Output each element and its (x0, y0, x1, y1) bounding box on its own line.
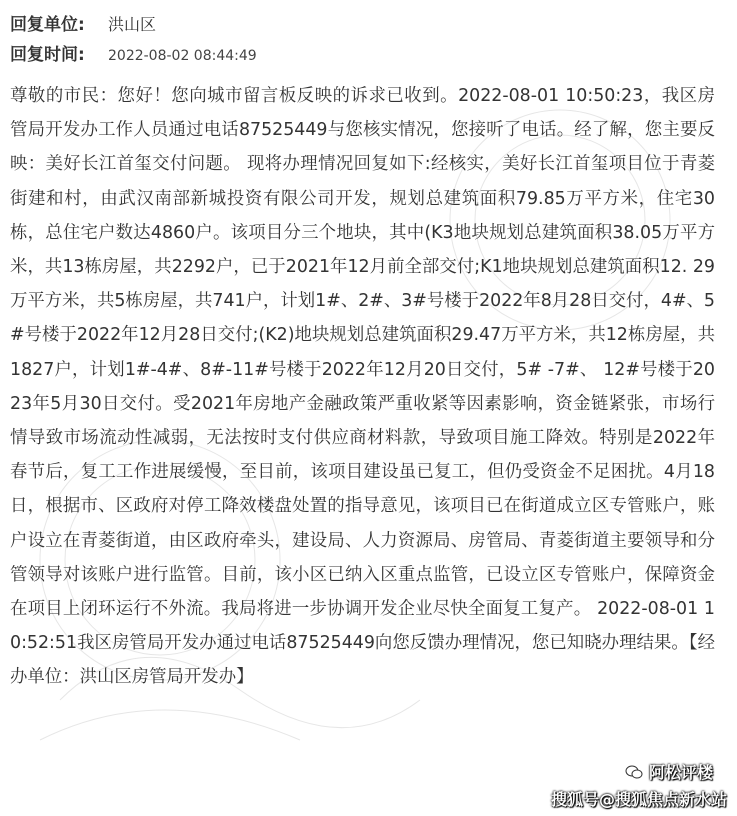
reply-time-label: 回复时间: (10, 45, 85, 65)
brand-name: 阿松评楼 (648, 763, 713, 782)
reply-content: 尊敬的市民：您好！您向城市留言板反映的诉求已收到。2022-08-01 10:50:23，我区房管局开发办工作人员通过电话87525449与您核实情况，您接听了电话。经了解，您主要反映：美好长江首玺交付问题。 现将办理情况回复如下:经核实，美好长江首玺项目位于青菱街建和村，由武汉南部新城投资有限公司开发，规划总建筑面积79.85万平方米，住宅30栋，总住宅户数达4860户。该项目分三个地块，其中(K3地块规划总建筑面积38.05万平方米，共13栋房屋，共2292户，已于2021年12月前全部交付;K1地块规划总建筑面积12. 29万平方米，共5栋房屋，共741户，计划1#、2#、3#号楼于2022年8月28日交付，4#、5#号楼于2022年12月28日交付;(K2)地块规划总建筑面积29.47万平方米，共12栋房屋，共1827户，计划1#-4#、8#-11#号楼于2022年12月20日交付，5# -7#、 12#号楼于2023年5月30日交付。受2021年房地产金融政策严重收紧等因素影响，资金链紧张，市场行情导致市场流动性减弱，无法按时支付供应商材料款，导致项目施工降效。特别是2022年春节后，复工工作进展缓慢，至目前，该项目建设虽已复工，但仍受资金不足困扰。4月18日，根据市、区政府对停工降效楼盘处置的指导意见，该项目已在街道成立区专管账户，账户设立在青菱街道，由区政府牵头，建设局、人力资源局、房管局、青菱街道主要领导和分管领导对该账户进行监管。目前，该小区已纳入区重点监管，已设立区专管账户，保障资金在项目上闭环运行不外流。我局将进一步协调开发企业尽快全面复工复产。 2022-08-01 10:52:51我区房管局开发办通过电话87525449向您反馈办理情况，您已知晓办理结果。【经办单位：洪山区房管局开发办】 (10, 86, 715, 688)
reply-time-row (10, 40, 727, 70)
reply-time-value: 2022-08-02 08:44:49 (108, 48, 257, 64)
source-credit: 搜狐号@搜狐焦点新水站 (550, 790, 727, 809)
source-watermark (551, 760, 727, 810)
reply-header (10, 10, 727, 70)
reply-unit-value: 洪山区 (108, 15, 157, 34)
brand-watermark (625, 760, 713, 783)
reply-unit-row (10, 10, 727, 40)
chat-bubbles-icon (625, 765, 643, 779)
reply-unit-label: 回复单位: (10, 15, 85, 35)
